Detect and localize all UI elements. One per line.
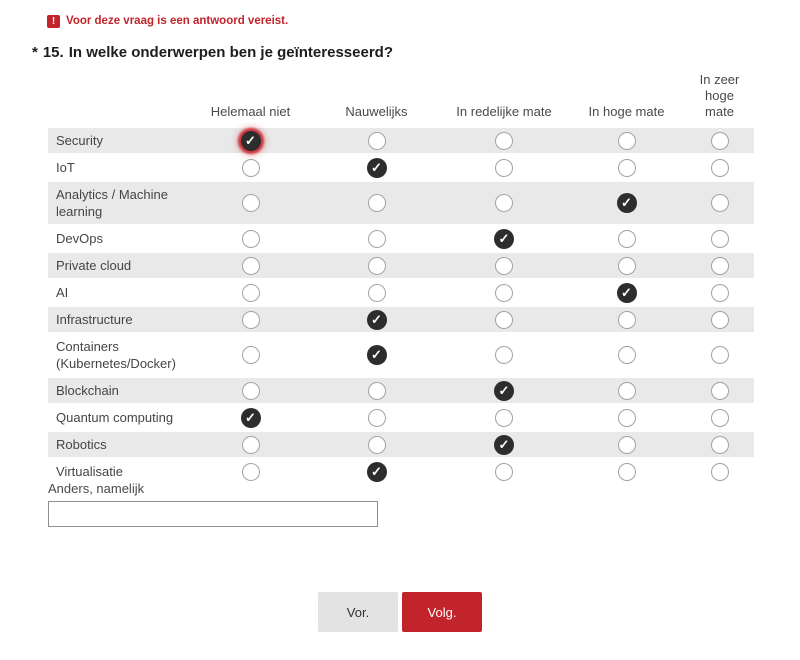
row-label: IoT <box>56 160 75 175</box>
radio-cell <box>440 226 568 251</box>
radio-quantum-computing-helemaal-niet[interactable] <box>241 408 261 428</box>
radio-iot-helemaal-niet[interactable] <box>242 159 260 177</box>
radio-iot-nauwelijks[interactable] <box>367 158 387 178</box>
row-label: Containers (Kubernetes/Docker) <box>56 339 176 371</box>
previous-button[interactable]: Vor. <box>318 592 398 632</box>
radio-cell <box>440 432 568 457</box>
radio-analytics-machine-learning-in-zeer-hoge-mate[interactable] <box>711 194 729 212</box>
radio-quantum-computing-nauwelijks[interactable] <box>368 409 386 427</box>
radio-ai-in-hoge-mate[interactable] <box>617 283 637 303</box>
radio-devops-in-hoge-mate[interactable] <box>618 230 636 248</box>
radio-cell <box>685 128 754 153</box>
matrix-row-quantum-computing <box>48 405 754 432</box>
column-header-in-redelijke-mate: In redelijke mate <box>456 104 552 119</box>
radio-cell <box>568 405 685 430</box>
nav-buttons <box>0 592 800 632</box>
radio-cell <box>568 459 685 484</box>
radio-virtualisatie-helemaal-niet[interactable] <box>242 463 260 481</box>
radio-blockchain-nauwelijks[interactable] <box>368 382 386 400</box>
radio-private-cloud-in-hoge-mate[interactable] <box>618 257 636 275</box>
radio-cell <box>685 307 754 332</box>
matrix-row-blockchain <box>48 378 754 405</box>
question-number: 15. <box>42 44 64 61</box>
radio-private-cloud-nauwelijks[interactable] <box>368 257 386 275</box>
radio-robotics-in-hoge-mate[interactable] <box>618 436 636 454</box>
radio-security-helemaal-niet[interactable] <box>241 131 261 151</box>
radio-cell <box>188 307 313 332</box>
radio-cell <box>568 334 685 376</box>
radio-devops-in-redelijke-mate[interactable] <box>494 229 514 249</box>
radio-cell <box>313 226 440 251</box>
matrix-row-infrastructure <box>48 307 754 334</box>
matrix-body <box>48 128 754 486</box>
matrix-row-analytics-machine-learning <box>48 182 754 226</box>
radio-cell <box>685 378 754 403</box>
radio-infrastructure-nauwelijks[interactable] <box>367 310 387 330</box>
radio-cell <box>685 182 754 224</box>
radio-private-cloud-in-redelijke-mate[interactable] <box>495 257 513 275</box>
radio-cell <box>188 182 313 224</box>
error-exclamation-icon: ! <box>47 15 60 28</box>
next-button[interactable]: Volg. <box>402 592 482 632</box>
radio-cell <box>313 405 440 430</box>
radio-cell <box>440 378 568 403</box>
radio-infrastructure-helemaal-niet[interactable] <box>242 311 260 329</box>
radio-cell <box>568 432 685 457</box>
column-header-helemaal-niet: Helemaal niet <box>210 104 291 119</box>
radio-ai-in-zeer-hoge-mate[interactable] <box>711 284 729 302</box>
radio-cell <box>685 405 754 430</box>
radio-devops-in-zeer-hoge-mate[interactable] <box>711 230 729 248</box>
radio-iot-in-hoge-mate[interactable] <box>618 159 636 177</box>
matrix-row-devops <box>48 226 754 253</box>
radio-cell <box>313 182 440 224</box>
radio-cell <box>440 253 568 278</box>
radio-virtualisatie-in-redelijke-mate[interactable] <box>495 463 513 481</box>
radio-analytics-machine-learning-helemaal-niet[interactable] <box>242 194 260 212</box>
row-label: Infrastructure <box>56 312 133 327</box>
matrix-row-ai <box>48 280 754 307</box>
radio-private-cloud-in-zeer-hoge-mate[interactable] <box>711 257 729 275</box>
radio-cell <box>188 432 313 457</box>
radio-cell <box>568 128 685 153</box>
matrix-question <box>48 72 754 486</box>
question-title <box>32 44 393 61</box>
radio-cell <box>440 182 568 224</box>
radio-containers-kubernetes-docker-in-zeer-hoge-mate[interactable] <box>711 346 729 364</box>
radio-robotics-nauwelijks[interactable] <box>368 436 386 454</box>
radio-cell <box>685 459 754 484</box>
radio-quantum-computing-in-zeer-hoge-mate[interactable] <box>711 409 729 427</box>
other-answer-section <box>48 481 378 527</box>
radio-iot-in-redelijke-mate[interactable] <box>495 159 513 177</box>
radio-cell <box>568 182 685 224</box>
error-message: Voor deze vraag is een antwoord vereist. <box>66 15 289 27</box>
radio-cell <box>440 155 568 180</box>
radio-cell <box>685 226 754 251</box>
radio-cell <box>188 253 313 278</box>
radio-containers-kubernetes-docker-helemaal-niet[interactable] <box>242 346 260 364</box>
other-answer-label: Anders, namelijk <box>48 481 145 496</box>
radio-cell <box>188 155 313 180</box>
radio-cell <box>440 307 568 332</box>
row-label: Blockchain <box>56 383 119 398</box>
radio-cell <box>313 253 440 278</box>
radio-cell <box>685 432 754 457</box>
radio-robotics-in-zeer-hoge-mate[interactable] <box>711 436 729 454</box>
radio-cell <box>440 459 568 484</box>
radio-infrastructure-in-hoge-mate[interactable] <box>618 311 636 329</box>
radio-cell <box>313 334 440 376</box>
radio-infrastructure-in-zeer-hoge-mate[interactable] <box>711 311 729 329</box>
radio-cell <box>188 226 313 251</box>
radio-containers-kubernetes-docker-in-hoge-mate[interactable] <box>618 346 636 364</box>
matrix-header-row <box>48 72 754 128</box>
radio-cell <box>440 128 568 153</box>
radio-cell <box>568 155 685 180</box>
radio-quantum-computing-in-hoge-mate[interactable] <box>618 409 636 427</box>
radio-cell <box>188 280 313 305</box>
radio-security-in-redelijke-mate[interactable] <box>495 132 513 150</box>
radio-quantum-computing-in-redelijke-mate[interactable] <box>495 409 513 427</box>
radio-cell <box>313 432 440 457</box>
radio-virtualisatie-nauwelijks[interactable] <box>367 462 387 482</box>
radio-cell <box>568 226 685 251</box>
radio-blockchain-in-redelijke-mate[interactable] <box>494 381 514 401</box>
radio-blockchain-helemaal-niet[interactable] <box>242 382 260 400</box>
radio-virtualisatie-in-hoge-mate[interactable] <box>618 463 636 481</box>
radio-infrastructure-in-redelijke-mate[interactable] <box>495 311 513 329</box>
radio-cell <box>685 280 754 305</box>
radio-cell <box>440 334 568 376</box>
matrix-row-robotics <box>48 432 754 459</box>
radio-private-cloud-helemaal-niet[interactable] <box>242 257 260 275</box>
radio-cell <box>568 253 685 278</box>
radio-cell <box>188 405 313 430</box>
row-label: Virtualisatie <box>56 464 123 479</box>
radio-blockchain-in-zeer-hoge-mate[interactable] <box>711 382 729 400</box>
matrix-row-private-cloud <box>48 253 754 280</box>
radio-cell <box>313 378 440 403</box>
radio-cell <box>568 280 685 305</box>
radio-cell <box>313 155 440 180</box>
header-spacer <box>48 72 188 128</box>
radio-devops-nauwelijks[interactable] <box>368 230 386 248</box>
radio-cell <box>313 128 440 153</box>
matrix-row-iot <box>48 155 754 182</box>
radio-containers-kubernetes-docker-in-redelijke-mate[interactable] <box>495 346 513 364</box>
matrix-row-security <box>48 128 754 155</box>
matrix-row-containers-kubernetes-docker <box>48 334 754 378</box>
radio-blockchain-in-hoge-mate[interactable] <box>618 382 636 400</box>
radio-cell <box>313 280 440 305</box>
row-label: Robotics <box>56 437 107 452</box>
radio-virtualisatie-in-zeer-hoge-mate[interactable] <box>711 463 729 481</box>
row-label: Quantum computing <box>56 410 174 425</box>
radio-robotics-in-redelijke-mate[interactable] <box>494 435 514 455</box>
row-label: DevOps <box>56 231 103 246</box>
radio-cell <box>685 253 754 278</box>
column-header-in-zeer-hoge-mate: In zeer hoge mate <box>699 72 740 119</box>
question-text: In welke onderwerpen ben je geïnteresseerd? <box>68 44 393 61</box>
radio-analytics-machine-learning-in-redelijke-mate[interactable] <box>495 194 513 212</box>
radio-cell <box>188 334 313 376</box>
radio-analytics-machine-learning-in-hoge-mate[interactable] <box>617 193 637 213</box>
radio-cell <box>568 378 685 403</box>
radio-ai-in-redelijke-mate[interactable] <box>495 284 513 302</box>
error-banner <box>47 15 288 28</box>
radio-security-nauwelijks[interactable] <box>368 132 386 150</box>
radio-robotics-helemaal-niet[interactable] <box>242 436 260 454</box>
radio-containers-kubernetes-docker-nauwelijks[interactable] <box>367 345 387 365</box>
row-label: AI <box>56 285 69 300</box>
radio-cell <box>313 307 440 332</box>
row-label: Private cloud <box>56 258 132 273</box>
radio-ai-nauwelijks[interactable] <box>368 284 386 302</box>
radio-ai-helemaal-niet[interactable] <box>242 284 260 302</box>
radio-iot-in-zeer-hoge-mate[interactable] <box>711 159 729 177</box>
radio-cell <box>188 378 313 403</box>
row-label: Analytics / Machine learning <box>56 187 168 219</box>
radio-security-in-zeer-hoge-mate[interactable] <box>711 132 729 150</box>
radio-cell <box>685 334 754 376</box>
radio-analytics-machine-learning-nauwelijks[interactable] <box>368 194 386 212</box>
radio-cell <box>568 307 685 332</box>
radio-cell <box>440 280 568 305</box>
radio-devops-helemaal-niet[interactable] <box>242 230 260 248</box>
radio-security-in-hoge-mate[interactable] <box>618 132 636 150</box>
radio-cell <box>440 405 568 430</box>
required-marker: * <box>32 44 38 61</box>
column-header-in-hoge-mate: In hoge mate <box>588 104 665 119</box>
radio-cell <box>685 155 754 180</box>
radio-cell <box>188 128 313 153</box>
column-header-nauwelijks: Nauwelijks <box>345 104 408 119</box>
other-answer-input[interactable] <box>48 501 378 527</box>
row-label: Security <box>56 133 103 148</box>
